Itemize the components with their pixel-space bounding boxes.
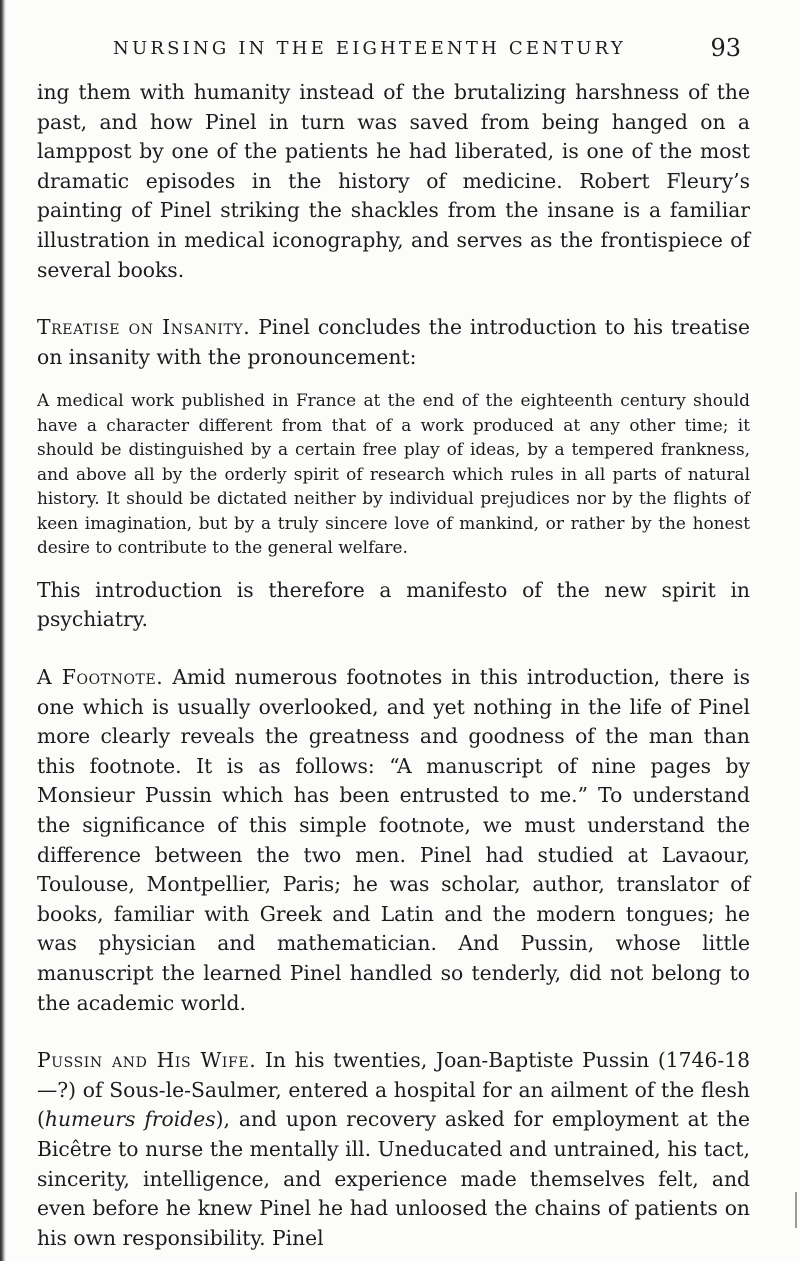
italic-term-humeurs-froides: humeurs froides (44, 1107, 216, 1132)
section-heading-pussin: Pussin and His Wife. (37, 1048, 257, 1073)
section-heading-footnote: A Footnote. (37, 665, 164, 690)
paragraph-pinel-episode: ing them with humanity instead of the brutalizing harshness of the past, and how Pinel in turn was saved from being hanged on a lamppost by one of the patients he had liberated, is one of the most dramatic episodes in the history of medicine. Robert Fleury’s painting of Pinel striking the shackles from the insane is a familiar illustration in medical iconography, and serves as the frontispiece of several books. (37, 80, 750, 282)
paragraph-pussin-body-a: In his twenties, Joan-Baptiste Pussin (1746-18—?) of Sous-le-Saulmer, entered a hospital for an ailment of the flesh ( (37, 1048, 751, 1132)
running-head (113, 34, 741, 68)
block-quote: A medical work published in France at the end of the eighteenth century should have a character different from that of a work produced at any other time; it should be distinguished by a certain free play of ideas, by a tempered frankness, and above all by the orderly spirit of research which rules in all parts of natural history. It should be dictated neither by individual prejudices nor by the flights of keen imagination, but by a truly sincere love of mankind, or rather by the honest desire to contribute to the general welfare. (37, 390, 750, 558)
paragraph-treatise (37, 313, 750, 372)
running-title: NURSING IN THE EIGHTEENTH CENTURY (113, 38, 627, 59)
page-left-edge (0, 0, 6, 1261)
paragraph-treatise-body: Pinel concludes the introduction to his treatise on insanity with the pronouncement: (37, 315, 750, 369)
paragraph-footnote (37, 663, 750, 1018)
section-heading-treatise: Treatise on Insanity. (37, 315, 251, 340)
page-right-edge-mark (795, 1192, 797, 1228)
paragraph-manifesto: This introduction is therefore a manifesto of the new spirit in psychiatry. (37, 577, 750, 632)
paragraph-pussin (37, 1046, 750, 1253)
page-body (37, 78, 750, 1253)
paragraph-pussin-body-b: ), and upon recovery asked for employment at the Bicêtre to nurse the mentally ill. Uneducated and untrained, his tact, sincerity, intelligence, and experience made themselves felt, and even before he knew Pinel he had unloosed the chains of patients on his own responsibility. Pinel (37, 1107, 750, 1250)
page-number: 93 (710, 34, 741, 62)
paragraph-footnote-body: Amid numerous footnotes in this introduction, there is one which is usually overlooked, and yet nothing in the life of Pinel more clearly reveals the greatness and goodness of the man than this footnote. It is as follows: “A manuscript of nine pages by Monsieur Pussin which has been entrusted to me.” To understand the significance of this simple footnote, we must understand the difference between the two men. Pinel had studied at Lavaour, Toulouse, Montpellier, Paris; he was scholar, author, translator of books, familiar with Greek and Latin and the modern tongues; he was physician and mathematician. And Pussin, whose little manuscript the learned Pinel handled so tenderly, did not belong to the academic world. (37, 665, 750, 1015)
